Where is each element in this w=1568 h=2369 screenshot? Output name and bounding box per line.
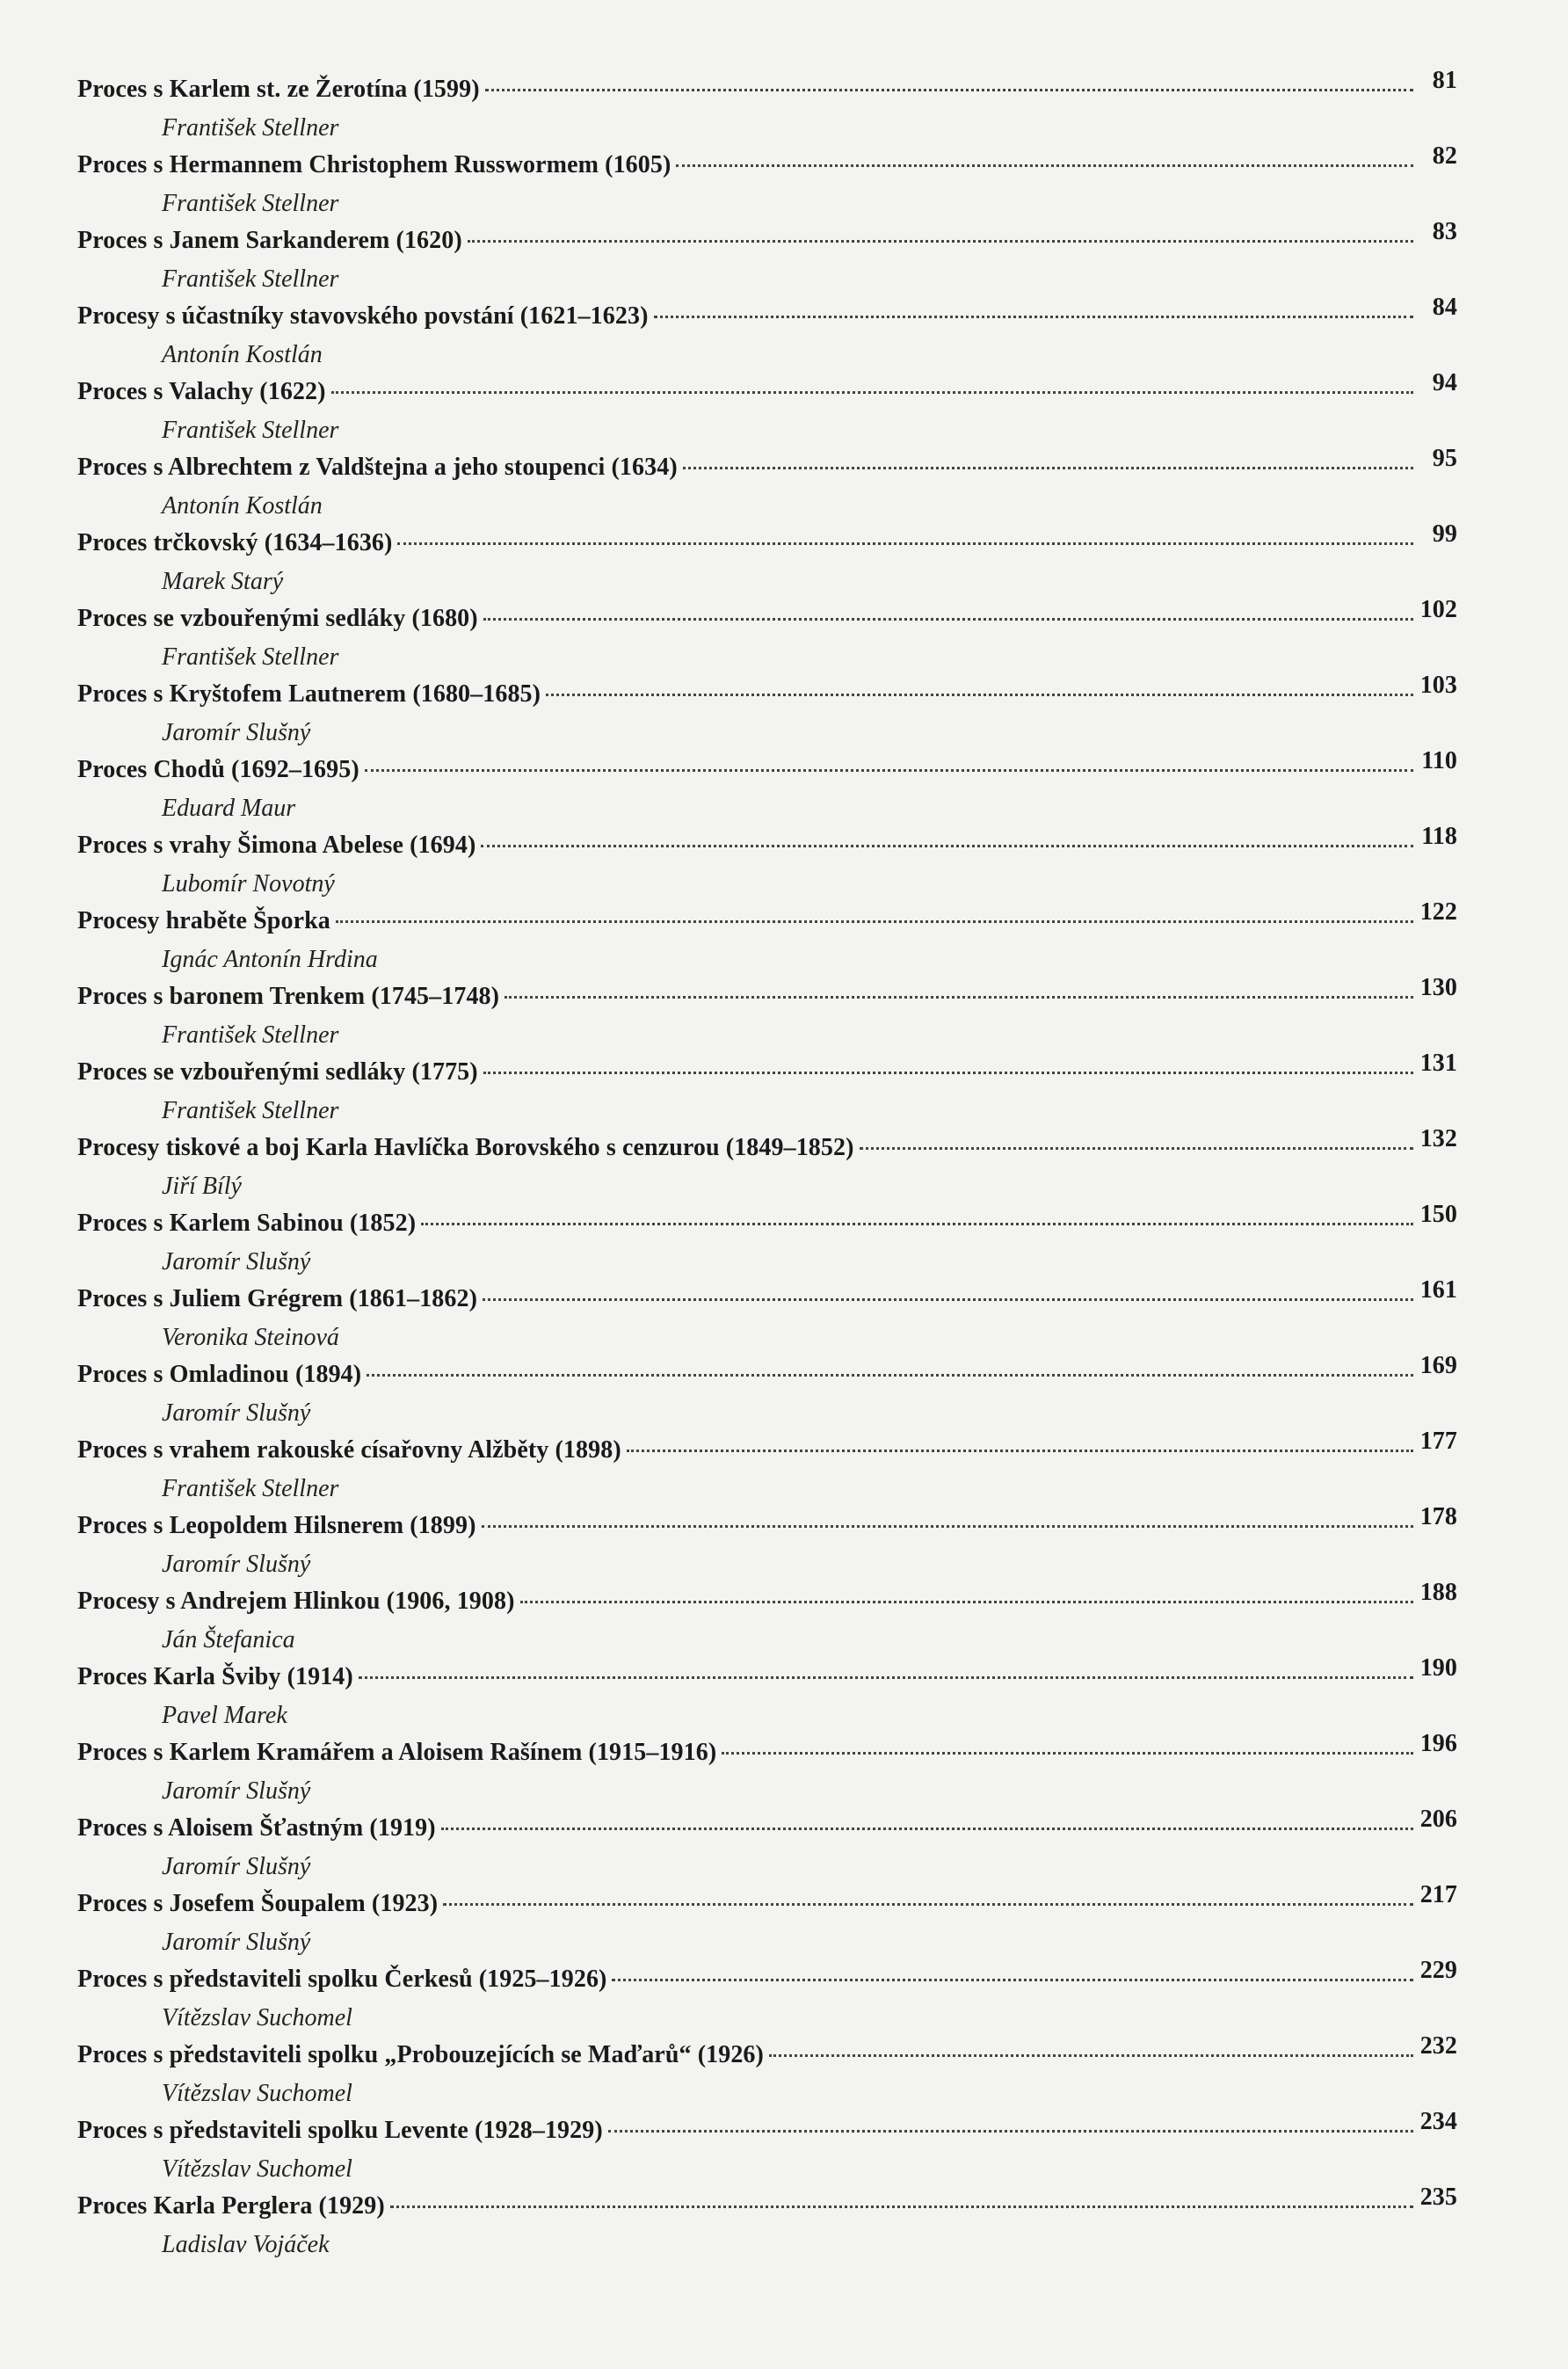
toc-page-number: 206	[1419, 1806, 1457, 1833]
dot-leader	[676, 164, 1413, 167]
toc-entry	[77, 1579, 1457, 1663]
toc-page-number: 161	[1419, 1276, 1457, 1304]
toc-entry-author: Vítězslav Suchomel	[162, 2080, 352, 2107]
toc-entry	[77, 67, 1457, 151]
toc-entry-author: František Stellner	[162, 1021, 339, 1049]
toc-entry-title: Proces s Aloisem Šťastným (1919)	[77, 1814, 436, 1842]
toc-page-number: 99	[1432, 520, 1457, 548]
toc-page-number: 190	[1419, 1654, 1457, 1682]
toc-entry	[77, 369, 1457, 454]
toc-entry-title: Procesy s účastníky stavovského povstání (1621–1623)	[77, 302, 649, 330]
toc-entry	[77, 747, 1457, 832]
toc-entry-title: Proces s Karlem st. ze Žerotína (1599)	[77, 76, 480, 103]
toc-title-line	[77, 520, 1457, 567]
toc-page-number: 232	[1419, 2032, 1457, 2060]
toc-entry-author: Marek Starý	[162, 568, 284, 595]
toc-entry-title: Proces s vrahy Šimona Abelese (1694)	[77, 832, 476, 859]
toc-page-number: 82	[1432, 142, 1457, 170]
toc-page-number: 177	[1419, 1428, 1457, 1455]
toc-entry-author: Jaromír Slušný	[162, 1248, 311, 1275]
toc-entry	[77, 1276, 1457, 1361]
toc-entry-title: Proces Chodů (1692–1695)	[77, 756, 359, 783]
toc-title-line	[77, 1125, 1457, 1172]
toc-entry	[77, 1654, 1457, 1739]
toc-entry-author: Eduard Maur	[162, 795, 296, 822]
toc-entry-author: Jaromír Slušný	[162, 1853, 311, 1880]
toc-entry-title: Proces s Josefem Šoupalem (1923)	[77, 1890, 439, 1917]
toc-entry-author: Jaromír Slušný	[162, 719, 311, 746]
toc-title-line	[77, 1654, 1457, 1701]
toc-entry	[77, 1352, 1457, 1436]
toc-page-number: 235	[1419, 2184, 1457, 2211]
toc-entry-title: Procesy s Andrejem Hlinkou (1906, 1908)	[77, 1588, 515, 1615]
toc-entry	[77, 898, 1457, 983]
toc-entry-author: Lubomír Novotný	[162, 870, 335, 897]
toc-page-number: 229	[1419, 1957, 1457, 1984]
toc-entry	[77, 1050, 1457, 1134]
toc-entry	[77, 520, 1457, 605]
toc-entry-title: Proces s vrahem rakouské císařovny Alžběty (1898)	[77, 1436, 621, 1464]
toc-page-number: 188	[1419, 1579, 1457, 1606]
toc-page-number: 95	[1432, 445, 1457, 472]
toc-page-number: 118	[1421, 823, 1457, 850]
dot-leader	[483, 618, 1413, 621]
toc-entry-title: Proces trčkovský (1634–1636)	[77, 529, 393, 556]
toc-entry-title: Proces s představiteli spolku „Probouzejících se Maďarů“ (1926)	[77, 2041, 764, 2068]
toc-entry-title: Proces s Karlem Sabinou (1852)	[77, 1210, 417, 1237]
dot-leader	[860, 1147, 1413, 1150]
dot-leader	[336, 920, 1413, 923]
toc-title-line	[77, 445, 1457, 491]
toc-title-line	[77, 1276, 1457, 1323]
toc-page-number: 103	[1419, 672, 1457, 699]
toc-entry	[77, 218, 1457, 302]
dot-leader	[520, 1601, 1413, 1603]
toc-entry	[77, 1730, 1457, 1814]
toc-page-number: 81	[1432, 67, 1457, 94]
toc-title-line	[77, 2184, 1457, 2230]
toc-entry-author: František Stellner	[162, 417, 339, 444]
dot-leader	[481, 845, 1413, 847]
toc-entry-title: Proces se vzbouřenými sedláky (1680)	[77, 605, 478, 632]
toc-entry	[77, 2184, 1457, 2268]
toc-entry-author: Ján Štefanica	[162, 1626, 295, 1653]
toc-entry-author: František Stellner	[162, 265, 339, 293]
toc-entry	[77, 445, 1457, 529]
toc-entry-author: František Stellner	[162, 1097, 339, 1124]
toc-entry	[77, 823, 1457, 907]
toc-page-number: 122	[1419, 898, 1457, 926]
toc-entry-author: Vítězslav Suchomel	[162, 2155, 352, 2183]
toc-entry-title: Proces s Omladinou (1894)	[77, 1361, 362, 1388]
toc-entry-title: Proces s představiteli spolku Levente (1928–1929)	[77, 2117, 603, 2144]
toc-entry-title: Proces s Janem Sarkanderem (1620)	[77, 227, 462, 254]
toc-entry-author: František Stellner	[162, 114, 339, 142]
toc-entry-title: Proces Karla Perglera (1929)	[77, 2192, 385, 2220]
toc-entry	[77, 672, 1457, 756]
dot-leader	[421, 1223, 1413, 1225]
toc-entry-author: Jaromír Slušný	[162, 1551, 311, 1578]
toc-title-line	[77, 218, 1457, 265]
dot-leader	[722, 1752, 1413, 1755]
toc-entry	[77, 2032, 1457, 2117]
toc-page-number: 110	[1421, 747, 1457, 774]
toc-title-line	[77, 1881, 1457, 1928]
dot-leader	[608, 2130, 1413, 2133]
toc-title-line	[77, 672, 1457, 718]
toc-page-number: 169	[1419, 1352, 1457, 1379]
toc-entry	[77, 596, 1457, 680]
toc-entry-title: Procesy hraběte Šporka	[77, 907, 330, 934]
toc-page-number: 196	[1419, 1730, 1457, 1757]
toc-title-line	[77, 596, 1457, 643]
toc-entry-title: Proces s Karlem Kramářem a Aloisem Rašínem (1915–1916)	[77, 1739, 717, 1766]
toc-title-line	[77, 1428, 1457, 1474]
toc-entry-title: Proces se vzbouřenými sedláky (1775)	[77, 1058, 478, 1086]
toc-page-number: 178	[1419, 1503, 1457, 1530]
dot-leader	[390, 2205, 1413, 2208]
toc-entry	[77, 2108, 1457, 2192]
toc-title-line	[77, 1201, 1457, 1247]
toc-entry-title: Proces s Hermannem Christophem Russwormem (1605)	[77, 151, 671, 178]
toc-page-number: 83	[1432, 218, 1457, 245]
dot-leader	[482, 1525, 1413, 1528]
dot-leader	[769, 2054, 1413, 2057]
dot-leader	[627, 1450, 1413, 1452]
toc-entry-title: Proces s Albrechtem z Valdštejna a jeho stoupenci (1634)	[77, 454, 678, 481]
toc-page-number: 130	[1419, 974, 1457, 1001]
toc-title-line	[77, 294, 1457, 340]
toc-title-line	[77, 67, 1457, 113]
toc-entry	[77, 1503, 1457, 1588]
toc-title-line	[77, 2108, 1457, 2155]
toc-entry-author: Jiří Bílý	[162, 1173, 242, 1200]
toc-title-line	[77, 974, 1457, 1021]
dot-leader	[397, 542, 1413, 545]
toc-page-number: 234	[1419, 2108, 1457, 2135]
toc-entry-author: Ignác Antonín Hrdina	[162, 946, 378, 973]
toc-entry-title: Proces s Juliem Grégrem (1861–1862)	[77, 1285, 478, 1312]
toc-entry-author: Jaromír Slušný	[162, 1399, 311, 1427]
toc-entry-author: Vítězslav Suchomel	[162, 2004, 352, 2031]
toc-page-number: 94	[1432, 369, 1457, 396]
table-of-contents	[77, 67, 1457, 2268]
toc-entry-title: Proces s baronem Trenkem (1745–1748)	[77, 983, 500, 1010]
toc-page-number: 217	[1419, 1881, 1457, 1908]
toc-entry-title: Proces s Kryštofem Lautnerem (1680–1685)	[77, 680, 541, 708]
toc-entry-author: František Stellner	[162, 1475, 339, 1502]
toc-entry-title: Procesy tiskové a boj Karla Havlíčka Borovského s cenzurou (1849–1852)	[77, 1134, 854, 1161]
toc-title-line	[77, 2032, 1457, 2079]
dot-leader	[654, 316, 1413, 318]
toc-page-number: 102	[1419, 596, 1457, 623]
dot-leader	[468, 240, 1413, 243]
dot-leader	[485, 89, 1413, 91]
toc-entry	[77, 974, 1457, 1058]
dot-leader	[441, 1828, 1413, 1830]
toc-title-line	[77, 1352, 1457, 1399]
toc-entry	[77, 1201, 1457, 1285]
toc-entry-author: Ladislav Vojáček	[162, 2231, 330, 2258]
dot-leader	[331, 391, 1413, 394]
dot-leader	[505, 996, 1413, 999]
toc-page-number: 132	[1419, 1125, 1457, 1152]
toc-page-number: 84	[1432, 294, 1457, 321]
dot-leader	[483, 1298, 1413, 1301]
toc-title-line	[77, 1806, 1457, 1852]
toc-entry-author: František Stellner	[162, 643, 339, 671]
toc-title-line	[77, 1957, 1457, 2003]
toc-entry-author: František Stellner	[162, 190, 339, 217]
dot-leader	[367, 1374, 1413, 1377]
toc-title-line	[77, 823, 1457, 869]
toc-entry-title: Proces s Leopoldem Hilsnerem (1899)	[77, 1512, 476, 1539]
toc-entry	[77, 1806, 1457, 1890]
toc-entry-title: Proces s představiteli spolku Čerkesů (1925–1926)	[77, 1966, 607, 1993]
dot-leader	[546, 694, 1413, 696]
toc-page-number: 150	[1419, 1201, 1457, 1228]
toc-entry-author: Jaromír Slušný	[162, 1929, 311, 1956]
toc-title-line	[77, 747, 1457, 794]
toc-entry-author: Pavel Marek	[162, 1702, 287, 1729]
toc-entry-title: Proces s Valachy (1622)	[77, 378, 326, 405]
toc-entry	[77, 1125, 1457, 1210]
dot-leader	[683, 467, 1413, 469]
toc-entry-author: Antonín Kostlán	[162, 492, 323, 520]
dot-leader	[443, 1903, 1413, 1906]
toc-entry-author: Veronika Steinová	[162, 1324, 339, 1351]
dot-leader	[359, 1676, 1413, 1679]
toc-entry-author: Jaromír Slušný	[162, 1777, 311, 1805]
toc-entry	[77, 1881, 1457, 1966]
toc-page-number: 131	[1419, 1050, 1457, 1077]
toc-title-line	[77, 1050, 1457, 1096]
toc-title-line	[77, 1579, 1457, 1625]
toc-title-line	[77, 1730, 1457, 1777]
toc-entry	[77, 1957, 1457, 2041]
toc-entry-author: Antonín Kostlán	[162, 341, 323, 368]
toc-entry	[77, 294, 1457, 378]
toc-entry	[77, 1428, 1457, 1512]
toc-title-line	[77, 1503, 1457, 1550]
toc-entry-title: Proces Karla Šviby (1914)	[77, 1663, 353, 1690]
dot-leader	[365, 769, 1413, 772]
toc-title-line	[77, 898, 1457, 945]
dot-leader	[483, 1072, 1413, 1074]
toc-entry	[77, 142, 1457, 227]
dot-leader	[612, 1979, 1413, 1981]
toc-title-line	[77, 369, 1457, 416]
toc-title-line	[77, 142, 1457, 189]
